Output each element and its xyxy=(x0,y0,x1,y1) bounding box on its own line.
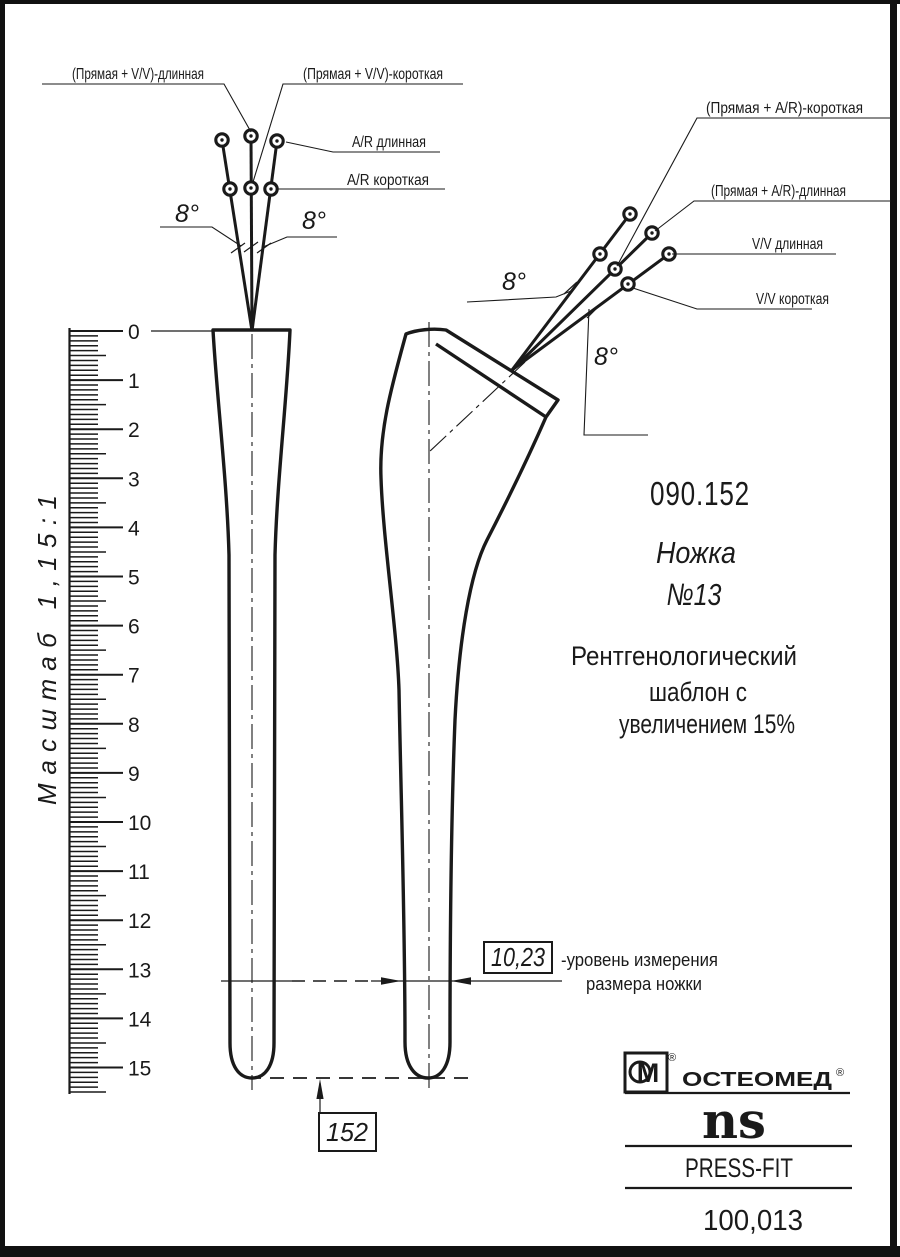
ruler-tick-label: 9 xyxy=(128,762,140,786)
template-code: 090.152 xyxy=(650,475,750,512)
label-angle-8-right: 8° xyxy=(302,207,326,235)
head-marker xyxy=(216,134,228,146)
label-ar-short: A/R короткая xyxy=(347,172,429,189)
ruler-tick-label: 12 xyxy=(128,910,152,934)
series-name: ns xyxy=(702,1091,766,1150)
label-vv-short: V/V короткая xyxy=(756,291,829,308)
ruler-tick-label: 3 xyxy=(128,468,140,492)
frame-left xyxy=(0,0,5,1257)
ruler-tick-label: 11 xyxy=(128,861,150,885)
level-note-line1: -уровень измерения xyxy=(561,950,718,970)
head-marker xyxy=(646,227,658,239)
ruler-tick-label: 5 xyxy=(128,566,140,590)
level-note-line2: размера ножки xyxy=(586,974,702,994)
description-line2: шаблон с xyxy=(649,677,747,707)
label-straight-ar-long: (Прямая + A/R)-длинная xyxy=(711,183,846,200)
registered-mark-icon: ® xyxy=(836,1067,845,1079)
ruler-scale-label: Масштаб 1,15:1 xyxy=(32,495,62,805)
ruler-tick-label: 2 xyxy=(128,419,140,443)
label-angle-8-right: 8° xyxy=(594,343,618,371)
frame-bottom xyxy=(0,1246,900,1257)
frame-top xyxy=(0,0,900,4)
brand-name: ОСТЕОМЕД xyxy=(682,1069,832,1091)
label-straight-vv-long: (Прямая + V/V)-длинная xyxy=(72,66,204,83)
ruler-tick-label: 10 xyxy=(128,812,152,835)
head-marker xyxy=(622,278,634,290)
ruler-tick-label: 1 xyxy=(128,370,140,394)
label-straight-ar-short: (Прямая + A/R)-короткая xyxy=(706,100,863,117)
ruler-tick-label: 4 xyxy=(128,517,140,541)
frame-right xyxy=(890,0,897,1257)
level-value: 10,23 xyxy=(491,942,546,972)
description-line1: Рентгенологический xyxy=(571,641,797,671)
ruler-tick-label: 15 xyxy=(128,1057,152,1081)
label-angle-8-left: 8° xyxy=(175,200,199,228)
catalog-number: 100,013 xyxy=(703,1205,803,1237)
ruler-tick-label: 6 xyxy=(128,615,140,639)
head-marker xyxy=(265,183,277,195)
label-vv-long: V/V длинная xyxy=(752,236,823,253)
neck-line-straight-vv xyxy=(251,136,252,331)
part-name: Ножка xyxy=(656,535,736,570)
head-marker xyxy=(594,248,606,260)
description-line3: увеличением 15% xyxy=(619,709,795,739)
ruler-tick-label: 14 xyxy=(128,1008,152,1032)
ruler-tick-label: 7 xyxy=(128,664,140,688)
head-marker xyxy=(624,208,636,220)
head-marker xyxy=(245,182,257,194)
product-type: PRESS-FIT xyxy=(685,1153,793,1183)
part-number: №13 xyxy=(666,577,722,612)
label-straight-vv-short: (Прямая + V/V)-короткая xyxy=(303,66,443,83)
ruler-tick-label: 13 xyxy=(128,959,152,983)
head-marker xyxy=(224,183,236,195)
head-marker xyxy=(609,263,621,275)
registered-mark-icon: ® xyxy=(668,1052,677,1064)
length-value: 152 xyxy=(326,1117,369,1147)
ruler-tick-label: 0 xyxy=(128,321,140,344)
brand-logo-monogram-m: М xyxy=(636,1058,660,1088)
ruler-tick-label: 8 xyxy=(128,713,140,737)
label-angle-8-left: 8° xyxy=(502,268,526,296)
label-ar-long: A/R длинная xyxy=(352,134,426,151)
head-marker xyxy=(271,135,283,147)
